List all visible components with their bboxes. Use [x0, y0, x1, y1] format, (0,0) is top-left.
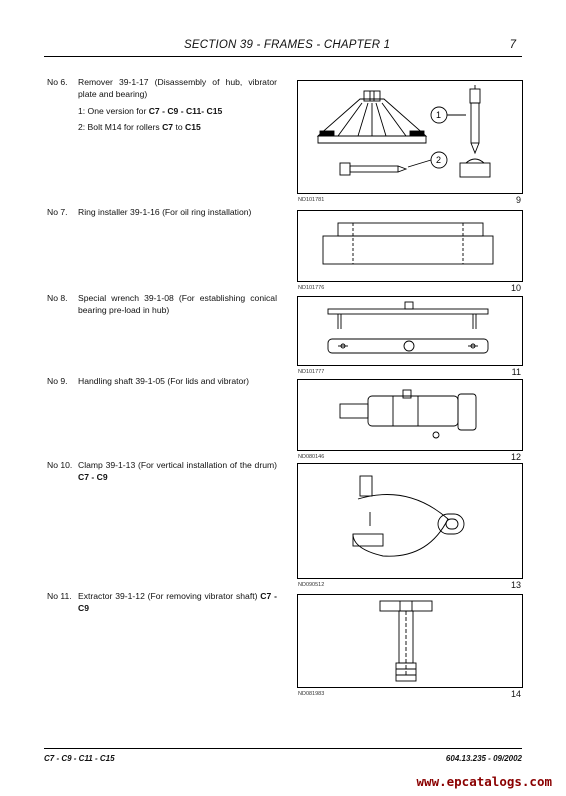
item-number: No 6. — [47, 77, 68, 87]
figure-12 — [297, 379, 523, 462]
footer-doc-number: 604.13.235 - 09/2002 — [445, 754, 522, 763]
tool-item-10 — [47, 459, 277, 483]
page-footer — [44, 748, 522, 763]
figure-number: 9 — [515, 195, 521, 205]
item-number: No 8. — [47, 293, 68, 303]
item-description: Extractor 39-1-12 (For removing vibrator shaft) C7 - C9 — [78, 591, 277, 613]
item-subline-2: 2: Bolt M14 for rollers C7 to C15 — [78, 122, 201, 132]
clamp-illustration — [298, 464, 522, 578]
remover-illustration — [298, 81, 522, 193]
figure-number: 14 — [510, 689, 521, 699]
page-number: 7 — [509, 39, 516, 51]
special-wrench-illustration — [298, 297, 522, 365]
section-title: SECTION 39 - FRAMES - CHAPTER 1 — [184, 39, 391, 51]
callout-2: 2 — [436, 155, 442, 165]
item-number: No 10. — [47, 460, 73, 470]
item-number: No 7. — [47, 207, 68, 217]
figure-ref: ND101781 — [298, 197, 325, 203]
figure-14 — [297, 594, 523, 699]
tool-item-6 — [47, 76, 277, 133]
callout-1: 1 — [436, 110, 442, 120]
item-description: Handling shaft 39-1-05 (For lids and vibrator) — [78, 376, 250, 386]
item-description: Special wrench 39-1-08 (For establishing conical bearing pre-load in hub) — [78, 293, 277, 315]
page-header — [44, 38, 522, 57]
figure-ref: ND101776 — [298, 285, 325, 291]
watermark-link[interactable]: www.epcatalogs.com — [416, 774, 552, 789]
figure-13 — [297, 463, 523, 590]
figure-number: 12 — [510, 452, 521, 462]
ring-installer-illustration — [298, 211, 522, 281]
figure-ref: ND081983 — [298, 691, 325, 697]
item-description: Ring installer 39-1-16 (For oil ring installation) — [78, 207, 252, 217]
extractor-illustration — [298, 595, 522, 687]
figure-ref: ND101777 — [298, 369, 325, 375]
handling-shaft-illustration — [298, 380, 522, 450]
figure-number: 13 — [510, 580, 521, 590]
tool-item-8 — [47, 292, 277, 316]
figure-ref: ND090512 — [298, 582, 325, 588]
tool-item-9 — [47, 375, 277, 387]
item-description: Remover 39-1-17 (Disassembly of hub, vibrator plate and bearing) — [78, 77, 277, 99]
figure-11 — [297, 296, 523, 377]
item-subline-1: 1: One version for C7 - C9 - C11- C15 — [78, 106, 223, 116]
figure-9 — [297, 80, 523, 205]
figure-ref: ND080146 — [298, 454, 325, 460]
tool-item-11 — [47, 590, 277, 614]
item-number: No 11. — [47, 591, 72, 601]
footer-models: C7 - C9 - C11 - C15 — [44, 754, 115, 763]
tool-item-7 — [47, 206, 277, 218]
figure-10 — [297, 210, 523, 293]
item-description: Clamp 39-1-13 (For vertical installation of the drum) C7 - C9 — [78, 460, 277, 482]
figure-number: 11 — [511, 367, 521, 377]
figure-number: 10 — [510, 283, 521, 293]
item-number: No 9. — [47, 376, 68, 386]
